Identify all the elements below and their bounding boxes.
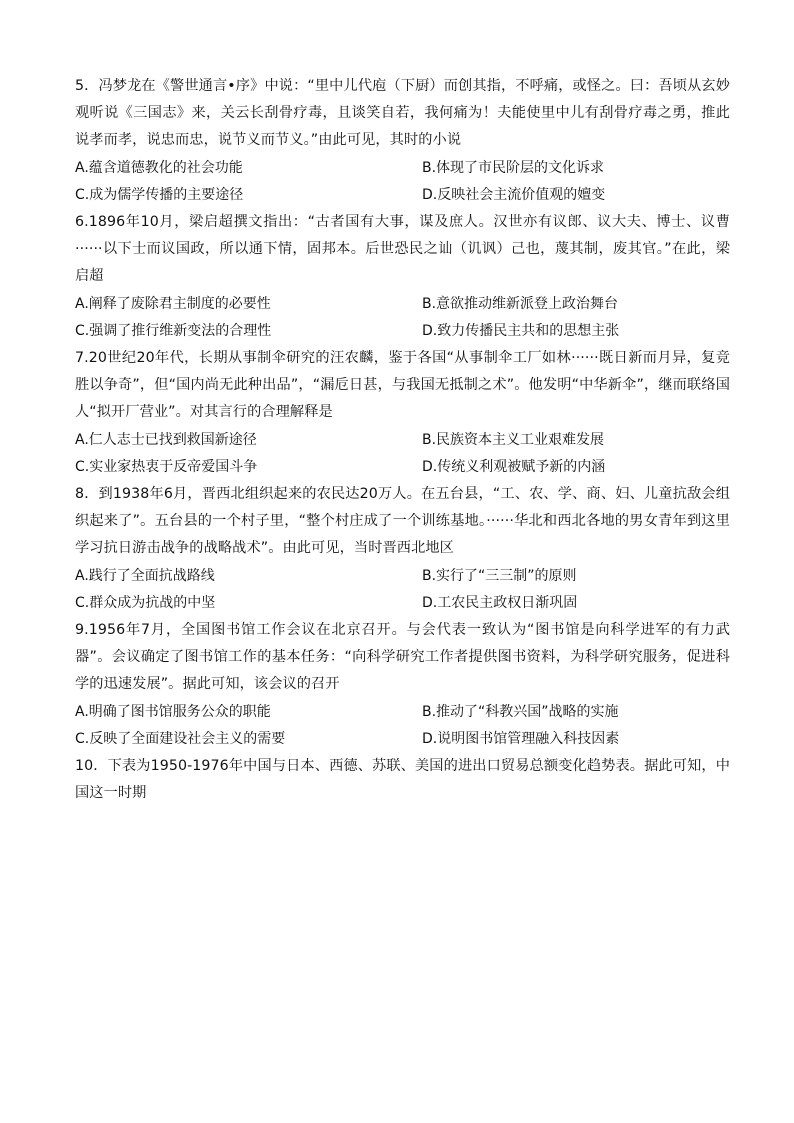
option-b: B.意欲推动维新派登上政治舞台	[422, 295, 619, 312]
question-stem: 8．到1938年6月，晋西北组织起来的农民达20万人。在五台县，“工、农、学、商、妇、儿童抗敌会组织起来了”。五台县的一个村子里，“整个村庄成了一个训练基地。······华北和西北各地的男女青年到这里学习抗日游击战争的战略战术”。由此可见，当时晋西北地区	[75, 486, 730, 557]
option-a: A.明确了图书馆服务公众的职能	[75, 703, 271, 720]
option-grid	[75, 427, 730, 481]
option-grid	[75, 699, 730, 753]
option-b: B.推动了“科教兴国”战略的实施	[422, 703, 619, 720]
option-a: A.践行了全面抗战路线	[75, 567, 215, 584]
exam-page	[75, 73, 730, 807]
option-c: C.强调了推行维新变法的合理性	[75, 322, 272, 339]
option-c: C.实业家热衷于反帝爱国斗争	[75, 458, 258, 475]
option-c: C.反映了全面建设社会主义的需要	[75, 730, 286, 747]
option-a: A.仁人志士已找到救国新途径	[75, 431, 257, 448]
option-b: B.民族资本主义工业艰难发展	[422, 431, 605, 448]
option-a: A.阐释了废除君主制度的必要性	[75, 295, 271, 312]
question-stem: 6.1896年10月，梁启超撰文指出：“古者国有大事，谋及庶人。汉世亦有议郎、议大夫、博士、议曹······以下士而议国政，所以通下情，固邦本。后世恐民之讪（讥讽）己也，蔑其制，废其官。”在此，梁启超	[75, 214, 730, 285]
question-stem: 9.1956年7月，全国图书馆工作会议在北京召开。与会代表一致认为“图书馆是向科学进军的有力武器”。会议确定了图书馆工作的基本任务：“向科学研究工作者提供图书资料，为科学研究服务，促进科学的迅速发展”。据此可知，该会议的召开	[75, 622, 730, 693]
option-c: C.群众成为抗战的中坚	[75, 594, 216, 611]
question-5	[75, 73, 730, 209]
option-grid	[75, 563, 730, 617]
question-9	[75, 617, 730, 753]
option-b: B.体现了市民阶层的文化诉求	[422, 159, 605, 176]
question-6	[75, 209, 730, 345]
option-a: A.蕴含道德教化的社会功能	[75, 159, 243, 176]
option-grid	[75, 291, 730, 345]
question-stem: 5．冯梦龙在《警世通言•序》中说：“里中儿代庖（下厨）而创其指，不呼痛，或怪之。曰：吾顷从玄妙观听说《三国志》来，关云长刮骨疗毒，且谈笑自若，我何痛为！夫能使里中儿有刮骨疗毒之勇，推此说孝而孝，说忠而忠，说节义而节义。”由此可见，其时的小说	[75, 78, 730, 149]
option-c: C.成为儒学传播的主要途径	[75, 186, 244, 203]
option-d: D.工农民主政权日渐巩固	[422, 594, 578, 611]
question-7	[75, 345, 730, 481]
question-stem: 7.20世纪20年代，长期从事制伞研究的汪农麟，鉴于各国“从事制伞工厂如林······既日新而月异，复竞胜以争奇”，但“国内尚无此种出品”，“漏卮日甚，与我国无抵制之术”。他发明“中华新伞”，继而联络国人“拟开厂营业”。对其言行的合理解释是	[75, 350, 730, 421]
option-b: B.实行了“三三制”的原则	[422, 567, 577, 584]
question-stem: 10．下表为1950-1976年中国与日本、西德、苏联、美国的进出口贸易总额变化趋势表。据此可知，中国这一时期	[75, 758, 730, 802]
question-10	[75, 753, 730, 807]
option-d: D.传统义利观被赋予新的内涵	[422, 458, 606, 475]
option-grid	[75, 155, 730, 209]
option-d: D.反映社会主流价值观的嬗变	[422, 186, 606, 203]
option-d: D.致力传播民主共和的思想主张	[422, 322, 620, 339]
question-8	[75, 481, 730, 617]
option-d: D.说明图书馆管理融入科技因素	[422, 730, 620, 747]
